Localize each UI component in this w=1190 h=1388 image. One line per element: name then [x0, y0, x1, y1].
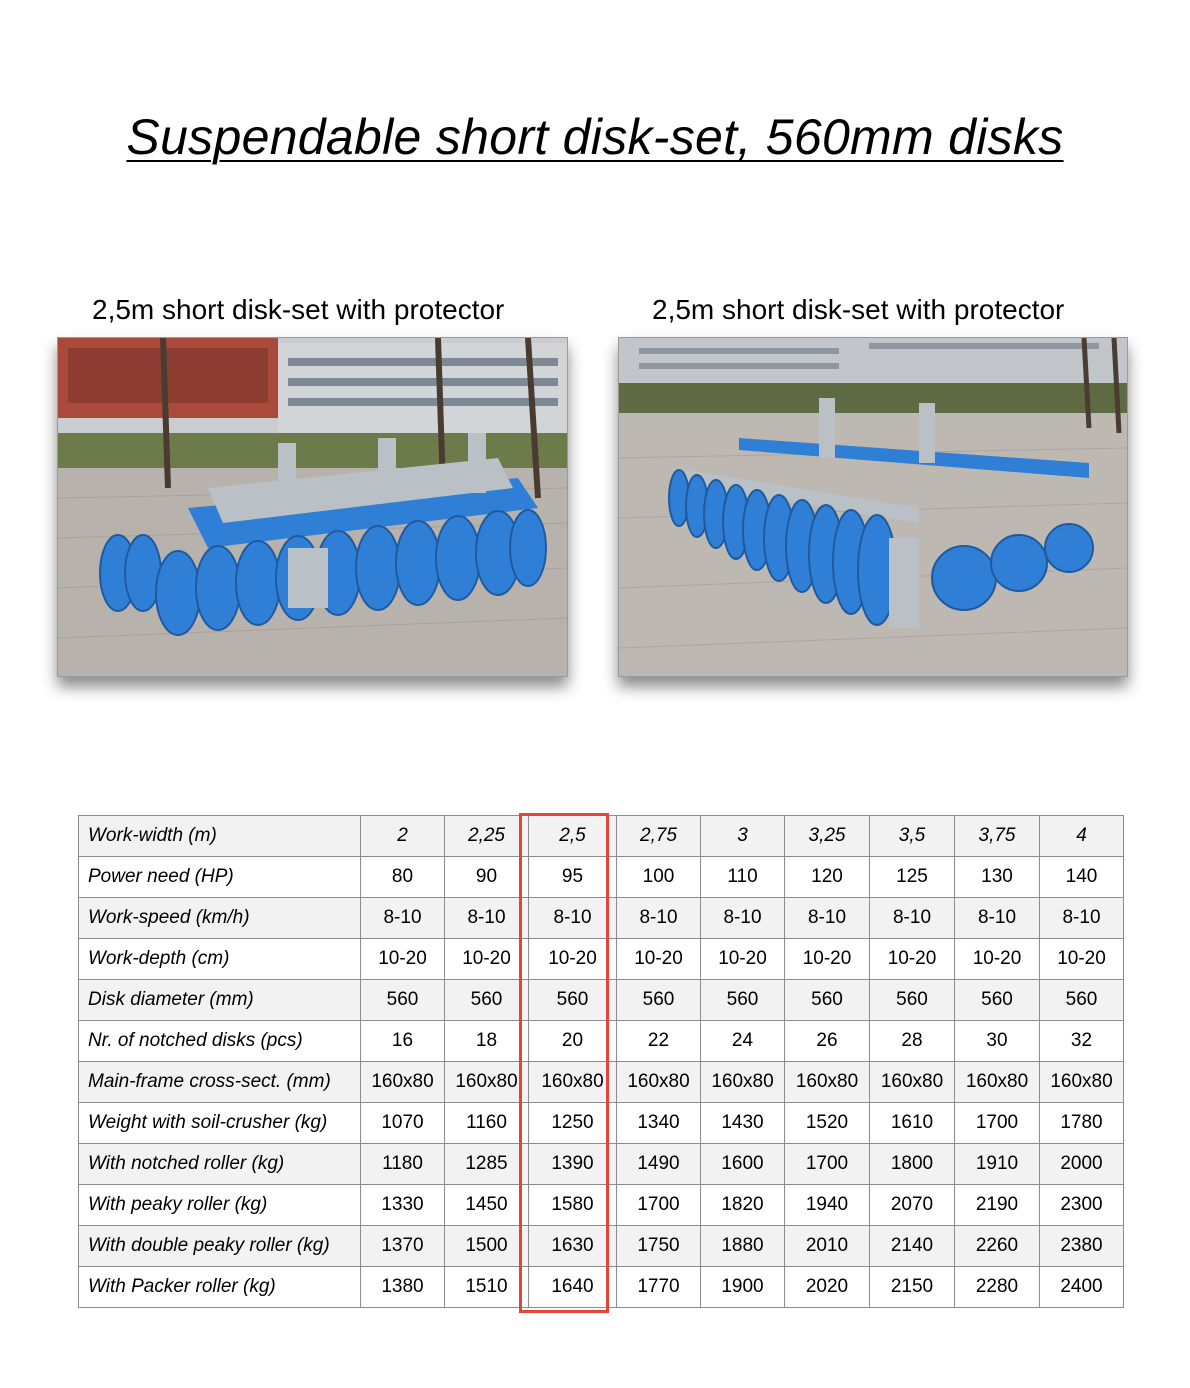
table-cell: 1780 — [1040, 1103, 1124, 1144]
table-cell: 1380 — [361, 1267, 445, 1308]
table-cell: 1450 — [445, 1185, 529, 1226]
table-cell: 2,25 — [445, 816, 529, 857]
row-label: With peaky roller (kg) — [79, 1185, 361, 1226]
row-label: Nr. of notched disks (pcs) — [79, 1021, 361, 1062]
row-label: Weight with soil-crusher (kg) — [79, 1103, 361, 1144]
table-cell: 8-10 — [529, 898, 617, 939]
table-cell: 100 — [617, 857, 701, 898]
table-cell: 80 — [361, 857, 445, 898]
table-cell: 16 — [361, 1021, 445, 1062]
table-cell: 2,5 — [529, 816, 617, 857]
table-cell: 1430 — [701, 1103, 785, 1144]
table-cell: 2280 — [955, 1267, 1040, 1308]
table-cell: 10-20 — [361, 939, 445, 980]
table-cell: 1490 — [617, 1144, 701, 1185]
table-cell: 1580 — [529, 1185, 617, 1226]
table-cell: 2400 — [1040, 1267, 1124, 1308]
table-cell: 160x80 — [529, 1062, 617, 1103]
table-cell: 26 — [785, 1021, 870, 1062]
table-cell: 2300 — [1040, 1185, 1124, 1226]
photo-caption-left: 2,5m short disk-set with protector — [92, 294, 505, 325]
table-cell: 10-20 — [785, 939, 870, 980]
table-cell: 1600 — [701, 1144, 785, 1185]
table-cell: 1640 — [529, 1267, 617, 1308]
row-label: Power need (HP) — [79, 857, 361, 898]
table-cell: 160x80 — [955, 1062, 1040, 1103]
table-cell: 120 — [785, 857, 870, 898]
table-cell: 160x80 — [1040, 1062, 1124, 1103]
table-cell: 22 — [617, 1021, 701, 1062]
row-label: With Packer roller (kg) — [79, 1267, 361, 1308]
row-label: Work-depth (cm) — [79, 939, 361, 980]
table-cell: 2260 — [955, 1226, 1040, 1267]
table-cell: 4 — [1040, 816, 1124, 857]
table-cell: 1910 — [955, 1144, 1040, 1185]
table-cell: 8-10 — [617, 898, 701, 939]
highlighted-column-frame — [519, 813, 609, 1313]
page-title: Suspendable short disk-set, 560mm disks — [126, 109, 1064, 165]
table-cell: 110 — [701, 857, 785, 898]
table-cell: 10-20 — [529, 939, 617, 980]
table-cell: 10-20 — [1040, 939, 1124, 980]
table-cell: 560 — [1040, 980, 1124, 1021]
table-cell: 1700 — [785, 1144, 870, 1185]
table-cell: 560 — [701, 980, 785, 1021]
table-cell: 1900 — [701, 1267, 785, 1308]
table-cell: 10-20 — [617, 939, 701, 980]
table-cell: 160x80 — [701, 1062, 785, 1103]
table-cell: 1070 — [361, 1103, 445, 1144]
table-cell: 1390 — [529, 1144, 617, 1185]
table-cell: 1700 — [617, 1185, 701, 1226]
table-cell: 160x80 — [870, 1062, 955, 1103]
table-cell: 1285 — [445, 1144, 529, 1185]
table-cell: 130 — [955, 857, 1040, 898]
table-cell: 30 — [955, 1021, 1040, 1062]
table-cell: 1370 — [361, 1226, 445, 1267]
table-cell: 1700 — [955, 1103, 1040, 1144]
table-cell: 3,25 — [785, 816, 870, 857]
table-cell: 1340 — [617, 1103, 701, 1144]
table-cell: 10-20 — [870, 939, 955, 980]
table-cell: 2140 — [870, 1226, 955, 1267]
row-label: With double peaky roller (kg) — [79, 1226, 361, 1267]
table-cell: 2010 — [785, 1226, 870, 1267]
table-cell: 1250 — [529, 1103, 617, 1144]
table-cell: 560 — [870, 980, 955, 1021]
table-cell: 10-20 — [955, 939, 1040, 980]
table-cell: 2070 — [870, 1185, 955, 1226]
table-cell: 560 — [361, 980, 445, 1021]
table-cell: 560 — [617, 980, 701, 1021]
table-cell: 10-20 — [445, 939, 529, 980]
table-cell: 3,75 — [955, 816, 1040, 857]
table-cell: 560 — [529, 980, 617, 1021]
table-cell: 1880 — [701, 1226, 785, 1267]
row-label: With notched roller (kg) — [79, 1144, 361, 1185]
table-cell: 2 — [361, 816, 445, 857]
table-cell: 560 — [445, 980, 529, 1021]
row-label: Work-speed (km/h) — [79, 898, 361, 939]
table-cell: 2020 — [785, 1267, 870, 1308]
table-cell: 8-10 — [1040, 898, 1124, 939]
table-cell: 8-10 — [361, 898, 445, 939]
table-cell: 1500 — [445, 1226, 529, 1267]
table-cell: 160x80 — [445, 1062, 529, 1103]
table-cell: 90 — [445, 857, 529, 898]
table-cell: 28 — [870, 1021, 955, 1062]
table-cell: 160x80 — [617, 1062, 701, 1103]
table-cell: 1630 — [529, 1226, 617, 1267]
table-cell: 1770 — [617, 1267, 701, 1308]
table-cell: 1520 — [785, 1103, 870, 1144]
table-cell: 1180 — [361, 1144, 445, 1185]
table-cell: 10-20 — [701, 939, 785, 980]
table-cell: 8-10 — [955, 898, 1040, 939]
table-cell: 95 — [529, 857, 617, 898]
table-cell: 560 — [785, 980, 870, 1021]
table-cell: 3,5 — [870, 816, 955, 857]
table-cell: 125 — [870, 857, 955, 898]
table-cell: 160x80 — [361, 1062, 445, 1103]
table-cell: 8-10 — [870, 898, 955, 939]
table-cell: 1820 — [701, 1185, 785, 1226]
table-cell: 140 — [1040, 857, 1124, 898]
table-cell: 1330 — [361, 1185, 445, 1226]
table-cell: 18 — [445, 1021, 529, 1062]
table-cell: 1510 — [445, 1267, 529, 1308]
table-cell: 160x80 — [785, 1062, 870, 1103]
row-label: Disk diameter (mm) — [79, 980, 361, 1021]
table-cell: 560 — [955, 980, 1040, 1021]
table-cell: 1750 — [617, 1226, 701, 1267]
table-cell: 2000 — [1040, 1144, 1124, 1185]
table-cell: 2190 — [955, 1185, 1040, 1226]
table-cell: 3 — [701, 816, 785, 857]
table-cell: 1160 — [445, 1103, 529, 1144]
table-cell: 1610 — [870, 1103, 955, 1144]
table-cell: 32 — [1040, 1021, 1124, 1062]
photo-disk-set-left — [57, 337, 568, 677]
table-cell: 1800 — [870, 1144, 955, 1185]
table-cell: 2,75 — [617, 816, 701, 857]
photo-disk-set-right — [618, 337, 1128, 677]
row-label: Main-frame cross-sect. (mm) — [79, 1062, 361, 1103]
row-label: Work-width (m) — [79, 816, 361, 857]
photo-caption-right: 2,5m short disk-set with protector — [652, 294, 1065, 325]
table-cell: 2380 — [1040, 1226, 1124, 1267]
table-cell: 2150 — [870, 1267, 955, 1308]
table-cell: 1940 — [785, 1185, 870, 1226]
table-cell: 24 — [701, 1021, 785, 1062]
table-cell: 8-10 — [701, 898, 785, 939]
table-cell: 20 — [529, 1021, 617, 1062]
table-cell: 8-10 — [785, 898, 870, 939]
table-cell: 8-10 — [445, 898, 529, 939]
